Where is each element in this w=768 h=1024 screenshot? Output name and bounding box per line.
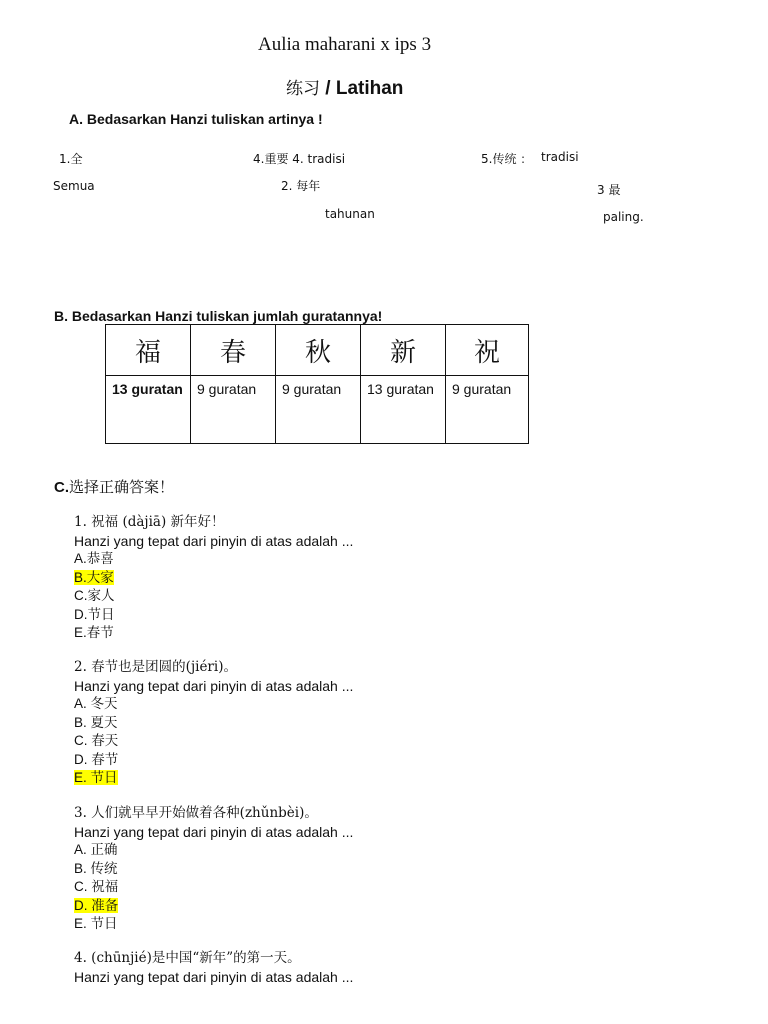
option-a[interactable]: A. 正确: [74, 842, 118, 857]
item-2-answer: tahunan: [325, 207, 375, 221]
hanzi-row: [106, 325, 529, 376]
question-2: [74, 658, 353, 788]
option-c[interactable]: C.家人: [74, 588, 115, 603]
section-c-title: 选择正确答案！: [69, 478, 175, 496]
item-3-answer: paling.: [603, 210, 644, 224]
count-cell: 9 guratan: [191, 376, 276, 444]
option-c[interactable]: C. 祝福: [74, 879, 119, 894]
option-e[interactable]: E.春节: [74, 625, 114, 640]
item-4-label: 4.重要 4. tradisi: [253, 152, 346, 166]
count-cell: 9 guratan: [446, 376, 529, 444]
item-2-label: 2. 每年: [281, 179, 321, 193]
hanzi-cell: 秋: [276, 325, 361, 376]
option-a[interactable]: A. 冬天: [74, 696, 118, 711]
count-cell: 13 guratan: [106, 376, 191, 444]
question-4: [74, 949, 353, 986]
section-c-letter: C.: [54, 479, 69, 496]
option-b[interactable]: B. 传统: [74, 860, 118, 876]
hanzi-cell: 春: [191, 325, 276, 376]
question-prompt: 2. 春节也是团圆的(jiéri)。: [74, 659, 237, 675]
option-d[interactable]: D.节日: [74, 606, 115, 622]
title-latin: / Latihan: [320, 78, 404, 99]
question-3: [74, 804, 353, 934]
option-b[interactable]: B. 夏天: [74, 714, 118, 730]
question-prompt: 4. (chūnjié)是中国“新年”的第一天。: [74, 950, 301, 966]
stroke-count-table: [105, 324, 529, 444]
count-row: [106, 376, 529, 444]
item-5-answer: tradisi: [541, 150, 579, 164]
author-line: Aulia maharani x ips 3: [258, 34, 432, 55]
title-cjk: 练习: [286, 79, 320, 99]
question-prompt: 3. 人们就早早开始做着各种(zhǔnbèi)。: [74, 805, 318, 821]
option-d-selected[interactable]: D. 准备: [74, 897, 119, 913]
hanzi-cell: 祝: [446, 325, 529, 376]
section-b-heading: B. Bedasarkan Hanzi tuliskan jumlah guratannya!: [54, 308, 383, 324]
option-a[interactable]: A.恭喜: [74, 551, 114, 566]
item-5-label: 5.传统 ：: [481, 152, 533, 166]
question-instruction: Hanzi yang tepat dari pinyin di atas adalah ...: [74, 677, 354, 694]
item-1-label: 1.全: [59, 152, 83, 166]
count-cell: 13 guratan: [361, 376, 446, 444]
item-3-label: 3 最: [597, 183, 621, 197]
hanzi-cell: 福: [106, 325, 191, 376]
option-e[interactable]: E. 节日: [74, 916, 118, 931]
question-1: [74, 513, 353, 643]
option-d[interactable]: D. 春节: [74, 751, 119, 767]
option-e-selected[interactable]: E. 节日: [74, 770, 118, 785]
section-c-heading: [54, 476, 174, 497]
question-instruction: Hanzi yang tepat dari pinyin di atas adalah ...: [74, 823, 354, 840]
item-1-answer: Semua: [53, 179, 95, 193]
question-instruction: Hanzi yang tepat dari pinyin di atas adalah ...: [74, 532, 354, 549]
count-cell: 9 guratan: [276, 376, 361, 444]
option-b-selected[interactable]: B.大家: [74, 569, 114, 585]
section-a-heading: A. Bedasarkan Hanzi tuliskan artinya !: [69, 111, 323, 127]
question-instruction: Hanzi yang tepat dari pinyin di atas adalah ...: [74, 968, 354, 985]
page-title: [286, 74, 403, 100]
question-prompt: 1. 祝福 (dàjiā) 新年好！: [74, 514, 225, 530]
option-c[interactable]: C. 春天: [74, 733, 119, 748]
hanzi-cell: 新: [361, 325, 446, 376]
